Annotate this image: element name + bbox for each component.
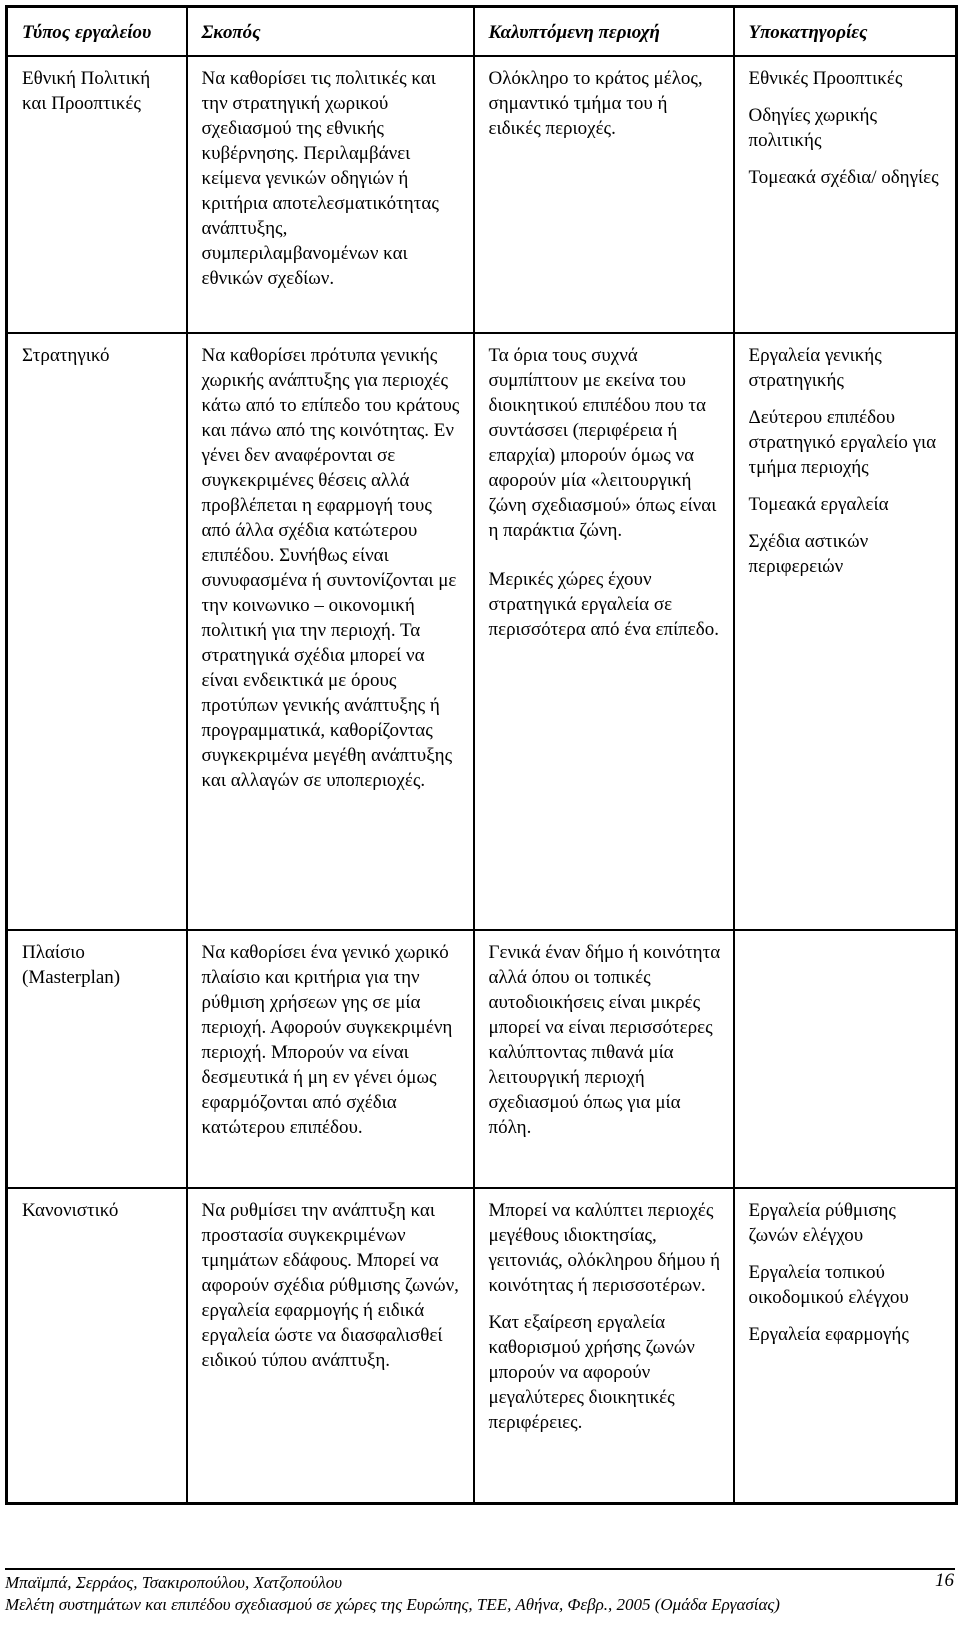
page-number: 16 [935, 1570, 954, 1591]
table-row [7, 1188, 957, 1504]
cell-subcategories [734, 1188, 957, 1504]
table-row [7, 333, 957, 930]
subcategory-item: Εργαλεία γενικής στρατηγικής [748, 345, 882, 391]
cell-purpose: Να ρυθμίσει την ανάπτυξη και προστασία συγκεκριμένων τμημάτων εδάφους. Μπορεί να αφορούν σχέδια ρύθμισης ζωνών, εργαλεία εφαρμογής ή ειδικά εργαλεία ώστε να διασφαλισθεί ειδικού τύπου ανάπτυξη. [187, 1188, 474, 1504]
cell-subcategories [734, 333, 957, 930]
subcategory-item: Τομεακά σχέδια/ οδηγίες [748, 167, 939, 188]
header-subcategories: Υποκατηγορίες [734, 7, 957, 57]
subcategory-item: Εργαλεία ρύθμισης ζωνών ελέγχου [748, 1200, 896, 1246]
cell-coverage-area: Γενικά έναν δήμο ή κοινότητα αλλά όπου οι τοπικές αυτοδιοικήσεις είναι μικρές μπορεί να είναι περισσότερες καλύπτοντας πιθανά μία λειτουργική περιοχή σχεδιασμού όπως για μία πόλη. [474, 930, 734, 1188]
subcategory-item: Εργαλεία εφαρμογής [748, 1324, 909, 1345]
cell-purpose: Να καθορίσει τις πολιτικές και την στρατηγική χωρικού σχεδιασμού της εθνικής κυβέρνησης. Περιλαμβάνει κείμενα γενικών οδηγιών ή κριτήρια αποτελεσματικότητας ανάπτυξης, συμπεριλαμβανομένων και εθνικών σχεδίων. [187, 56, 474, 333]
cell-tool-type: Πλαίσιο (Masterplan) [7, 930, 187, 1188]
subcategory-item: Σχέδια αστικών περιφερειών [748, 531, 869, 577]
subcategory-item: Οδηγίες χωρικής πολιτικής [748, 105, 878, 151]
table-row [7, 56, 957, 333]
header-row [7, 7, 957, 57]
subcategory-item: Δεύτερου επιπέδου στρατηγικό εργαλείο για τμήμα περιοχής [748, 407, 937, 478]
cell-tool-type: Κανονιστικό [7, 1188, 187, 1504]
cell-purpose: Να καθορίσει ένα γενικό χωρικό πλαίσιο και κριτήρια για την ρύθμιση χρήσεων γης σε μία περιοχή. Αφορούν συγκεκριμένη περιοχή. Μπορούν να είναι δεσμευτικά ή μη εν γένει όμως εφαρμόζονται από σχέδια κατώτερου επιπέδου. [187, 930, 474, 1188]
table-row [7, 930, 957, 1188]
footer-authors: Μπαϊμπά, Σερράος, Τσακιροπούλου, Χατζοπούλου [5, 1573, 343, 1592]
footer-divider [5, 1568, 955, 1570]
subcategory-item: Εθνικές Προοπτικές [748, 68, 903, 89]
cell-tool-type: Στρατηγικό [7, 333, 187, 930]
cell-subcategories [734, 930, 957, 1188]
planning-tools-table [5, 5, 958, 1505]
header-tool-type: Τύπος εργαλείου [7, 7, 187, 57]
subcategory-item: Εργαλεία τοπικού οικοδομικού ελέγχου [748, 1262, 909, 1308]
header-coverage-area: Καλυπτόμενη περιοχή [474, 7, 734, 57]
footer-citation: Μελέτη συστημάτων και επιπέδου σχεδιασμού σε χώρες της Ευρώπης, ΤΕΕ, Αθήνα, Φεβρ., 2005 (Ομάδα Εργασίας) [5, 1595, 780, 1614]
header-purpose: Σκοπός [187, 7, 474, 57]
page-footer [0, 1568, 960, 1637]
cell-purpose: Να καθορίσει πρότυπα γενικής χωρικής ανάπτυξης για περιοχές κάτω από το επίπεδο του κράτους και πάνω από της κοινότητας. Εν γένει δεν αναφέρονται σε συγκεκριμένες θέσεις αλλά προβλέπεται η εφαρμογή τους από άλλα σχέδια κατώτερου επιπέδου. Συνήθως είναι συνυφασμένα ή συντονίζονται με την κοινωνικο – οικονομική πολιτική για την περιοχή. Τα στρατηγικά σχέδια μπορεί να είναι ενδεικτικά με όρους προτύπων γενικής ανάπτυξης ή προγραμματικά, καθορίζοντας συγκεκριμένα μεγέθη ανάπτυξης και αλλαγών σε υποπεριοχές. [187, 333, 474, 930]
cell-coverage-area: Τα όρια τους συχνά συμπίπτουν με εκείνα του διοικητικού επιπέδου που τα συντάσσει (περιφέρεια ή επαρχία) μπορούν όμως να αφορούν μία «λειτουργική ζώνη σχεδιασμού» όπως είναι η παράκτια ζώνη. Μερικές χώρες έχουν στρατηγικά εργαλεία σε περισσότερα από ένα επίπεδο. [474, 333, 734, 930]
cell-subcategories [734, 56, 957, 333]
cell-coverage-area: Μπορεί να καλύπτει περιοχές μεγέθους ιδιοκτησίας, γειτονιάς, ολόκληρου δήμου ή κοινότητας ή περισσοτέρων. Κατ εξαίρεση εργαλεία καθορισμού χρήσης ζωνών μπορούν να αφορούν μεγαλύτερες διοικητικές περιφέρειες. [474, 1188, 734, 1504]
cell-tool-type: Εθνική Πολιτική και Προοπτικές [7, 56, 187, 333]
cell-coverage-area: Ολόκληρο το κράτος μέλος, σημαντικό τμήμα του ή ειδικές περιοχές. [474, 56, 734, 333]
subcategory-item: Τομεακά εργαλεία [748, 494, 889, 515]
